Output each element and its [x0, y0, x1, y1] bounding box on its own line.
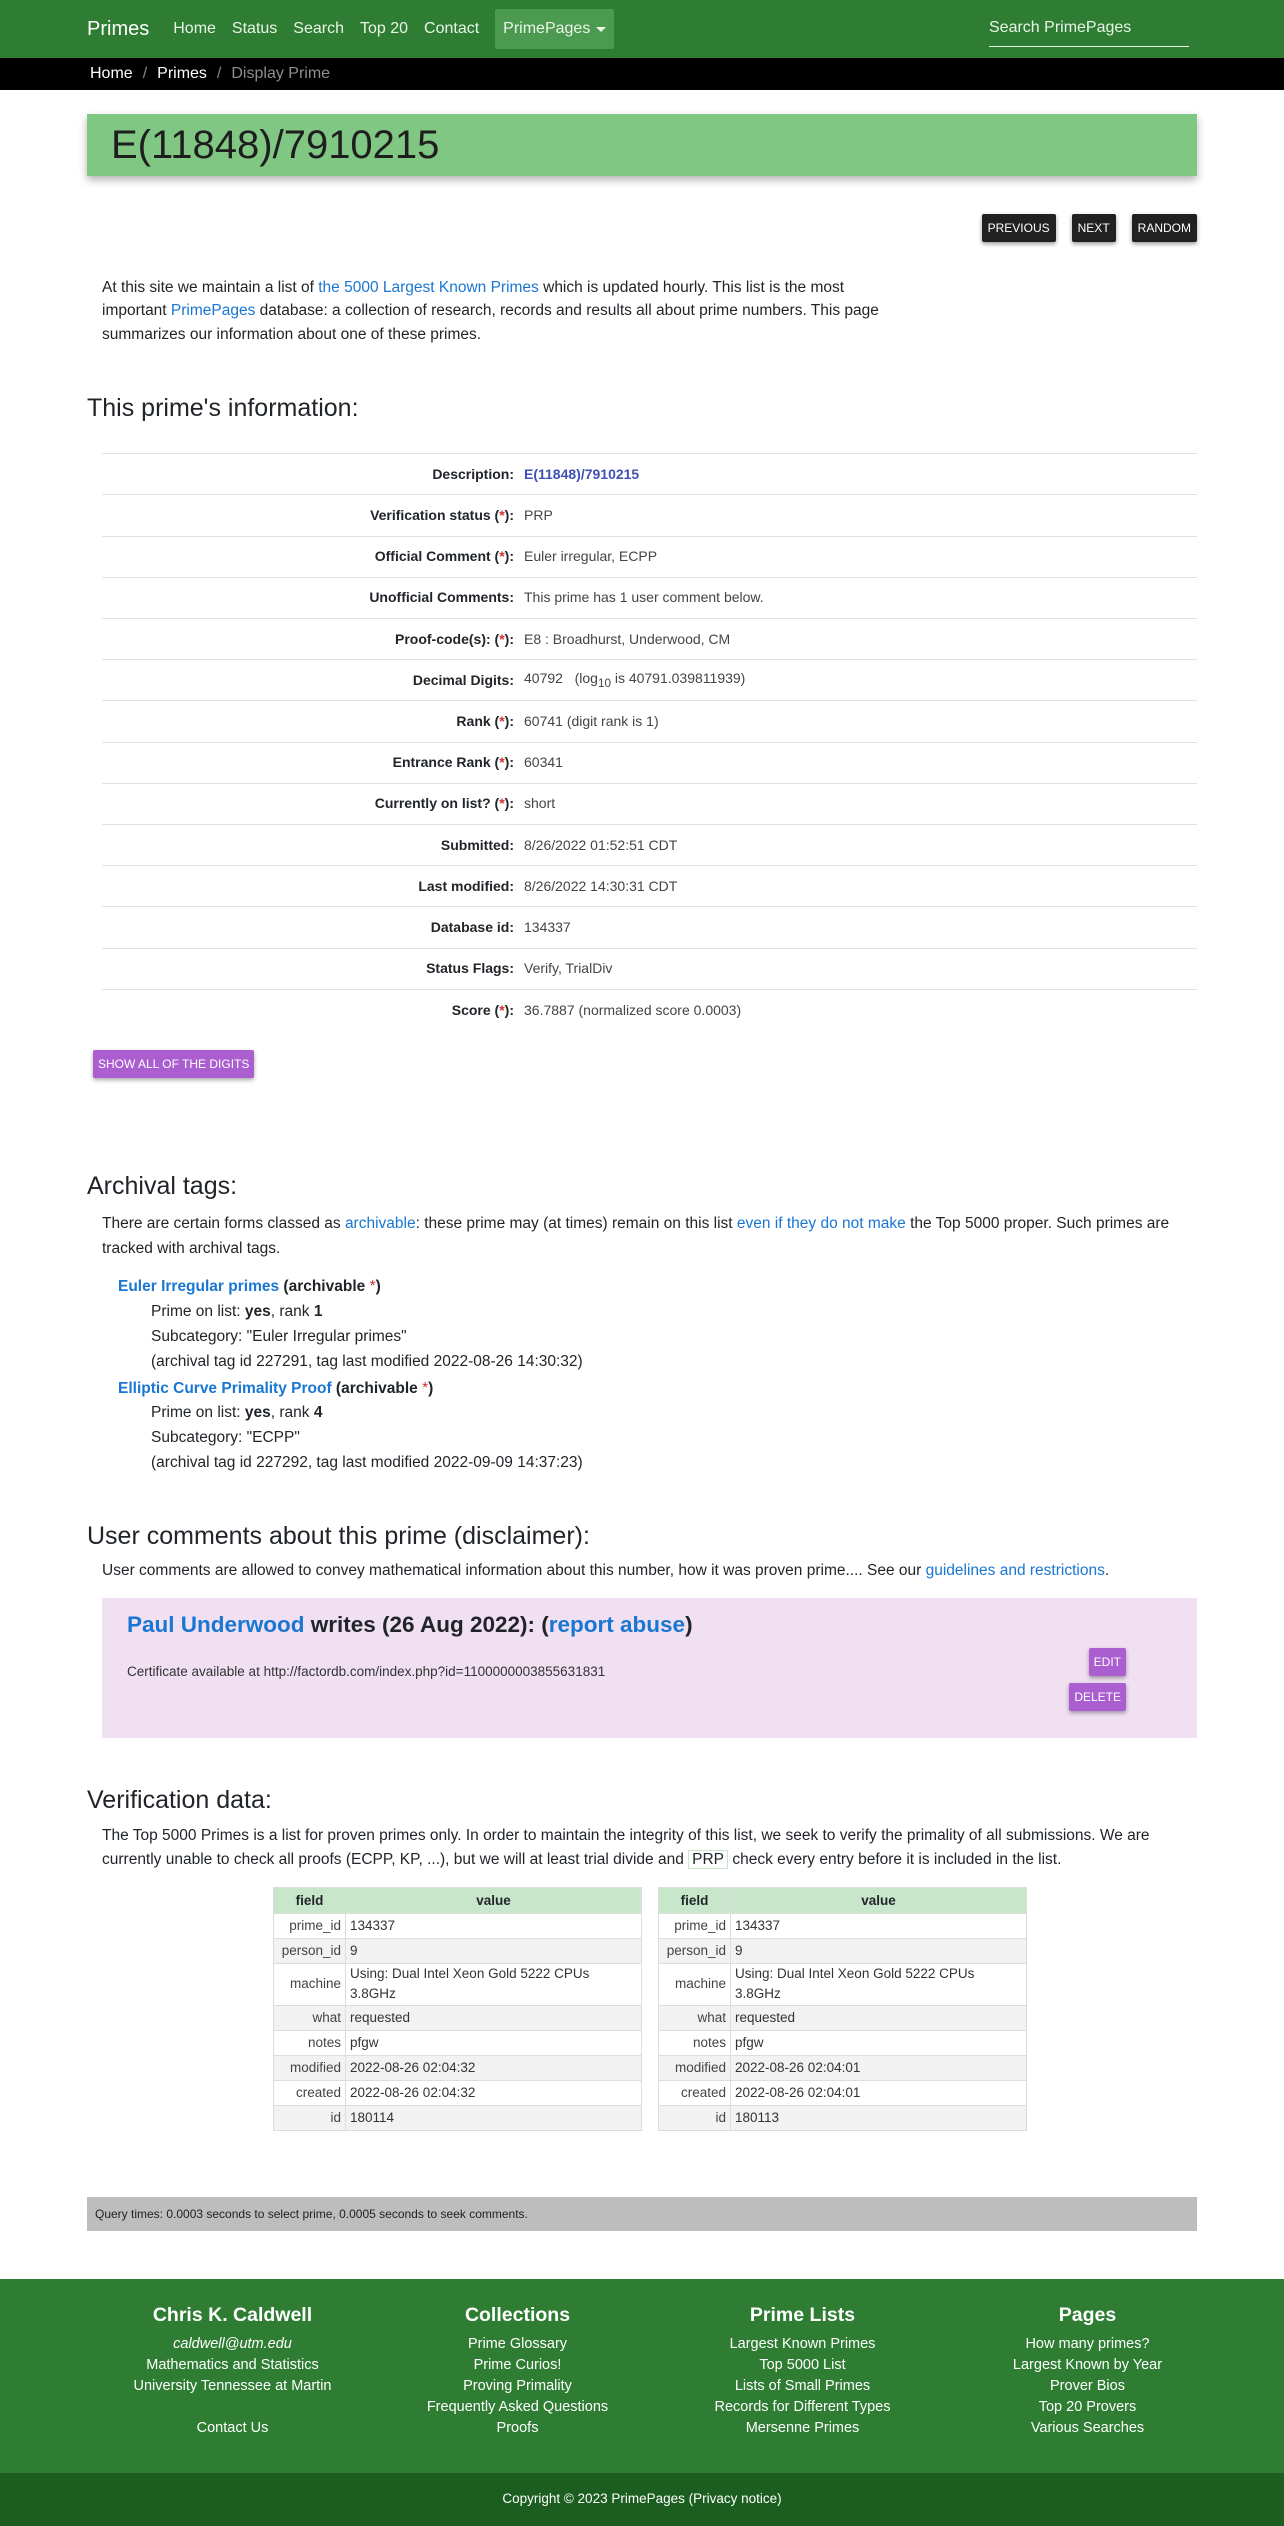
footer-link[interactable]: University Tennessee at Martin	[133, 2377, 332, 2394]
primepages-dropdown[interactable]	[495, 9, 614, 49]
info-heading: This prime's information:	[87, 393, 359, 422]
nav-contact[interactable]: Contact	[424, 20, 480, 37]
row-label: Decimal Digits:	[102, 660, 524, 701]
table-row	[102, 660, 1197, 701]
field-cell: created	[274, 2080, 346, 2105]
field-cell: modified	[659, 2055, 731, 2080]
field-cell: what	[274, 2005, 346, 2030]
verification-paragraph	[102, 1824, 1192, 1874]
table-row	[274, 2105, 642, 2130]
title-card	[87, 114, 1197, 176]
table-row	[102, 619, 1197, 660]
table-header-row	[659, 1888, 1027, 1914]
archival-heading: Archival tags:	[87, 1172, 238, 1201]
row-label: Verification status (*):	[102, 495, 524, 536]
help-star-link[interactable]: *	[499, 548, 505, 565]
value-cell: 2022-08-26 02:04:32	[346, 2055, 642, 2080]
breadcrumb-primes[interactable]: Primes	[157, 65, 207, 82]
on-list-value: yes	[244, 1303, 271, 1321]
table-row	[102, 948, 1197, 989]
breadcrumb	[0, 58, 1284, 90]
value-cell: 9	[731, 1939, 1027, 1964]
row-label: Entrance Rank (*):	[102, 742, 524, 783]
delete-button[interactable]: DELETE	[1069, 1683, 1126, 1711]
row-value: 134337	[524, 907, 1197, 948]
guidelines-link[interactable]: guidelines and restrictions	[925, 1562, 1105, 1580]
intro-text: database: a collection of research, records and results all about prime numbers. This page summarizes our information about one of these primes.	[102, 302, 879, 343]
footer-column	[375, 2301, 660, 2473]
row-value: PRP	[524, 495, 1197, 536]
archival-text: There are certain forms classed as	[102, 1214, 345, 1232]
archival-tag-list	[87, 1275, 1197, 1475]
largest-primes-link[interactable]: the 5000 Largest Known Primes	[318, 279, 539, 296]
table-row	[102, 907, 1197, 948]
help-star-link[interactable]: *	[499, 630, 505, 647]
caret-down-icon	[596, 27, 606, 32]
archival-paragraph	[102, 1212, 1197, 1262]
copyright: Copyright © 2023 PrimePages (Privacy notice)	[0, 2473, 1284, 2526]
breadcrumb-separator: /	[216, 65, 222, 82]
table-row	[274, 1964, 642, 2006]
table-row	[274, 2005, 642, 2030]
comments-text: .	[1104, 1562, 1110, 1580]
page-title: E(11848)/7910215	[111, 123, 440, 167]
main-container	[87, 114, 1197, 2231]
comments-paragraph	[102, 1559, 1197, 1584]
nav-home[interactable]: Home	[173, 20, 216, 37]
table-row	[659, 1939, 1027, 1964]
table-row	[659, 1964, 1027, 2006]
log-value: is 40791.039811939)	[610, 670, 746, 687]
help-star-link[interactable]: *	[422, 1379, 429, 1397]
footer-link[interactable]: caldwell@utm.edu	[173, 2335, 292, 2352]
intro-text: At this site we maintain a list of	[102, 279, 319, 296]
field-cell: id	[274, 2105, 346, 2130]
field-cell: machine	[274, 1964, 346, 2006]
col-header-field: field	[659, 1888, 731, 1914]
rank-value: 4	[313, 1404, 323, 1422]
table-row	[659, 2005, 1027, 2030]
nav-status[interactable]: Status	[231, 20, 278, 37]
field-cell: notes	[659, 2030, 731, 2055]
brand-link[interactable]: Primes	[87, 18, 150, 40]
query-times: Query times: 0.0003 seconds to select prime, 0.0005 seconds to seek comments.	[87, 2197, 1197, 2231]
row-label: Score (*):	[102, 989, 524, 1030]
col-header-field: field	[274, 1888, 346, 1914]
footer-column-title: Pages	[1058, 2303, 1117, 2326]
row-value: 8/26/2022 14:30:31 CDT	[524, 866, 1197, 907]
comments-heading	[87, 1518, 1197, 1556]
row-value: 60741 (digit rank is 1)	[524, 701, 1197, 742]
field-cell: machine	[659, 1964, 731, 2006]
description-link[interactable]: E(11848)/7910215	[524, 465, 640, 482]
value-cell: pfgw	[731, 2030, 1027, 2055]
nav-top20[interactable]: Top 20	[359, 20, 409, 37]
row-label: Rank (*):	[102, 701, 524, 742]
footer-link[interactable]: Largest Known Primes	[729, 2335, 876, 2352]
field-cell: modified	[274, 2055, 346, 2080]
value-cell: 180114	[346, 2105, 642, 2130]
row-label: Last modified:	[102, 866, 524, 907]
row-label: Database id:	[102, 907, 524, 948]
verification-table	[658, 1887, 1027, 2131]
table-row	[102, 742, 1197, 783]
footer-link[interactable]: Mathematics and Statistics	[146, 2356, 319, 2373]
label-text: Entrance Rank	[392, 754, 495, 771]
row-label: Submitted:	[102, 824, 524, 865]
label-text: Official Comment	[374, 548, 495, 565]
row-label: Description:	[102, 454, 524, 495]
table-row	[659, 2080, 1027, 2105]
row-value	[524, 660, 1197, 701]
table-row	[102, 577, 1197, 618]
digits-value: 40792	[524, 670, 563, 687]
show-digits-button[interactable]: SHOW ALL OF THE DIGITS	[93, 1050, 254, 1078]
archival-tag: Elliptic Curve Primality Proof (archivable *)	[118, 1379, 434, 1397]
value-cell: 9	[346, 1939, 642, 1964]
table-row	[274, 2030, 642, 2055]
table-row	[102, 495, 1197, 536]
verification-table	[273, 1887, 642, 2131]
footer-link[interactable]: Frequently Asked Questions	[426, 2398, 609, 2415]
archivable-label: (archivable	[335, 1379, 423, 1397]
tag-note: (archival tag id 227291, tag last modified 2022-08-26 14:30:32)	[151, 1352, 583, 1370]
table-row	[274, 1914, 642, 1939]
breadcrumb-separator: /	[142, 65, 148, 82]
nav-search[interactable]: Search	[293, 20, 344, 37]
intro-paragraph	[102, 276, 902, 346]
row-label: Proof-code(s): (*):	[102, 619, 524, 660]
footer	[0, 2279, 1284, 2473]
label-text: Currently on list?	[374, 795, 495, 812]
random-button[interactable]: RANDOM	[1132, 214, 1197, 242]
on-list-value: yes	[244, 1404, 271, 1422]
row-label: Unofficial Comments:	[102, 577, 524, 618]
table-row	[659, 2055, 1027, 2080]
field-cell: prime_id	[659, 1914, 731, 1939]
table-row	[659, 2030, 1027, 2055]
log-base: 10	[597, 676, 611, 690]
table-row	[274, 1939, 642, 1964]
value-cell: Using: Dual Intel Xeon Gold 5222 CPUs 3.8GHz	[731, 1964, 1027, 2006]
primepages-dropdown-label: PrimePages	[503, 20, 591, 37]
label-text: Score	[451, 1001, 495, 1018]
tag-subcategory: Subcategory: "ECPP"	[151, 1429, 300, 1447]
label-text: Verification status	[370, 507, 495, 524]
footer-link[interactable]: Contact Us	[196, 2419, 269, 2436]
verification-text: The Top 5000 Primes is a list for proven primes only. In order to maintain the integrity of this list, we seek to verify the primality of all submissions. We are currently unable to check all proofs (ECPP, KP, ...), but we will at least trial divide and	[102, 1826, 1150, 1869]
table-row	[274, 2055, 642, 2080]
verification-text: check every entry before it is included in the list.	[728, 1851, 1062, 1869]
verification-heading: Verification data:	[87, 1786, 272, 1815]
table-row	[274, 2080, 642, 2105]
footer-column	[660, 2301, 945, 2473]
previous-button[interactable]: PREVIOUS	[982, 214, 1056, 242]
field-cell: prime_id	[274, 1914, 346, 1939]
value-cell: 2022-08-26 02:04:01	[731, 2080, 1027, 2105]
table-row	[102, 701, 1197, 742]
archivable-link[interactable]: archivable	[344, 1214, 416, 1232]
row-label: Status Flags:	[102, 948, 524, 989]
field-cell: person_id	[659, 1939, 731, 1964]
tag-subcategory: Subcategory: "Euler Irregular primes"	[151, 1328, 407, 1346]
footer-link[interactable]: Lists of Small Primes	[734, 2377, 871, 2394]
table-header-row	[274, 1888, 642, 1914]
row-value: This prime has 1 user comment below.	[524, 577, 1197, 618]
footer-link[interactable]: Proofs	[496, 2419, 539, 2436]
prp-term: PRP	[688, 1850, 728, 1869]
table-row	[102, 536, 1197, 577]
table-row	[102, 454, 1197, 495]
rank-value: 1	[313, 1303, 323, 1321]
label-text: Proof-code(s):	[394, 630, 495, 647]
author-link[interactable]: Paul Underwood	[127, 1612, 305, 1638]
prime-info-table	[102, 453, 1197, 1030]
value-cell: Using: Dual Intel Xeon Gold 5222 CPUs 3.8GHz	[346, 1964, 642, 2006]
footer-link[interactable]: How many primes?	[1025, 2335, 1150, 2352]
footer-link[interactable]: Top 5000 List	[759, 2356, 846, 2373]
row-value: Euler irregular, ECPP	[524, 536, 1197, 577]
table-row	[659, 1914, 1027, 1939]
help-star-link[interactable]: *	[369, 1278, 376, 1296]
table-row	[102, 989, 1197, 1030]
value-cell: 180113	[731, 2105, 1027, 2130]
value-cell: 2022-08-26 02:04:01	[731, 2055, 1027, 2080]
field-cell: id	[659, 2105, 731, 2130]
archival-text: : these prime may (at times) remain on this list	[415, 1214, 737, 1232]
tag-on-list: Prime on list: yes, rank 1	[151, 1303, 323, 1321]
row-label: Official Comment (*):	[102, 536, 524, 577]
footer-column-title: Collections	[464, 2303, 571, 2326]
table-row	[102, 866, 1197, 907]
field-cell: created	[659, 2080, 731, 2105]
help-star-link[interactable]: *	[499, 795, 505, 812]
value-cell: requested	[731, 2005, 1027, 2030]
breadcrumb-home[interactable]: Home	[90, 65, 133, 82]
value-cell: pfgw	[346, 2030, 642, 2055]
table-row	[102, 824, 1197, 865]
table-row	[102, 783, 1197, 824]
comment-paren: )	[685, 1612, 693, 1638]
row-value: Verify, TrialDiv	[524, 948, 1197, 989]
footer-link[interactable]: Top 20 Provers	[1038, 2398, 1137, 2415]
col-header-value: value	[731, 1888, 1027, 1914]
comment-header	[127, 1608, 1197, 1642]
help-star-link[interactable]: *	[499, 507, 505, 524]
report-abuse-link[interactable]: report abuse	[548, 1612, 686, 1638]
value-cell: 2022-08-26 02:04:32	[346, 2080, 642, 2105]
row-label: Currently on list? (*):	[102, 783, 524, 824]
footer-link[interactable]: Various Searches	[1030, 2419, 1145, 2436]
primepages-link[interactable]: PrimePages	[170, 302, 256, 320]
table-row	[659, 2105, 1027, 2130]
row-value	[524, 454, 1197, 495]
label-text: Rank	[456, 712, 495, 729]
prime-navigation	[87, 214, 1197, 242]
tag-on-list: Prime on list: yes, rank 4	[151, 1404, 323, 1422]
field-cell: person_id	[274, 1939, 346, 1964]
value-cell: requested	[346, 2005, 642, 2030]
help-star-link[interactable]: *	[499, 754, 505, 771]
top-navbar	[0, 0, 1284, 58]
archival-text: the Top 5000 proper. Such primes are tracked with archival tags.	[102, 1214, 1170, 1257]
row-value: 60341	[524, 742, 1197, 783]
footer-link	[90, 2397, 375, 2418]
comment-body: Certificate available at http://factordb.com/index.php?id=1100000003855631831	[127, 1663, 606, 1679]
help-star-link[interactable]: *	[499, 712, 505, 729]
archival-tag: Euler Irregular primes (archivable *)	[118, 1278, 381, 1296]
footer-column	[945, 2301, 1230, 2473]
footer-link[interactable]: Records for Different Types	[714, 2398, 891, 2415]
row-value: E8 : Broadhurst, Underwood, CM	[524, 619, 1197, 660]
heading-text: ):	[574, 1521, 590, 1550]
help-star-link[interactable]: *	[499, 1001, 505, 1018]
verification-tables	[273, 1887, 1197, 2131]
footer-column-title: Chris K. Caldwell	[152, 2303, 313, 2326]
disclaimer-link[interactable]: disclaimer	[462, 1521, 575, 1550]
next-button[interactable]: NEXT	[1072, 214, 1116, 242]
value-cell: 134337	[346, 1914, 642, 1939]
even-if-link[interactable]: even if they do not make	[736, 1214, 906, 1232]
field-cell: what	[659, 2005, 731, 2030]
search-input[interactable]: Search PrimePages	[989, 14, 1189, 47]
footer-link[interactable]: Proving Primality	[463, 2377, 572, 2394]
footer-column	[90, 2301, 375, 2473]
tag-note: (archival tag id 227292, tag last modified 2022-09-09 14:37:23)	[151, 1454, 583, 1472]
row-value: 8/26/2022 01:52:51 CDT	[524, 824, 1197, 865]
heading-text: User comments about this prime (	[87, 1521, 463, 1550]
row-value: short	[524, 783, 1197, 824]
edit-button[interactable]: EDIT	[1089, 1648, 1126, 1676]
tag-name-link[interactable]: Euler Irregular primes	[118, 1278, 280, 1296]
archivable-label: (archivable	[283, 1278, 370, 1296]
footer-link[interactable]: Largest Known by Year	[1012, 2356, 1163, 2373]
footer-link[interactable]: Prime Glossary	[467, 2335, 568, 2352]
comments-text: User comments are allowed to convey mathematical information about this number, how it was proven prime.... See our	[102, 1562, 926, 1580]
user-comment	[102, 1598, 1197, 1738]
log-text: (log	[574, 670, 598, 687]
footer-link[interactable]: Prover Bios	[1050, 2377, 1125, 2394]
intro-text: which is updated hourly. This list is the most important	[102, 279, 845, 320]
value-cell: 134337	[731, 1914, 1027, 1939]
breadcrumb-current: Display Prime	[231, 65, 331, 82]
footer-column-title: Prime Lists	[749, 2303, 856, 2326]
row-value: 36.7887 (normalized score 0.0003)	[524, 989, 1197, 1030]
col-header-value: value	[346, 1888, 642, 1914]
footer-link[interactable]: Mersenne Primes	[745, 2419, 860, 2436]
comment-writes: writes (26 Aug 2022): (	[304, 1612, 549, 1638]
field-cell: notes	[274, 2030, 346, 2055]
footer-link[interactable]: Prime Curios!	[473, 2356, 562, 2373]
tag-name-link[interactable]: Elliptic Curve Primality Proof	[118, 1379, 332, 1397]
